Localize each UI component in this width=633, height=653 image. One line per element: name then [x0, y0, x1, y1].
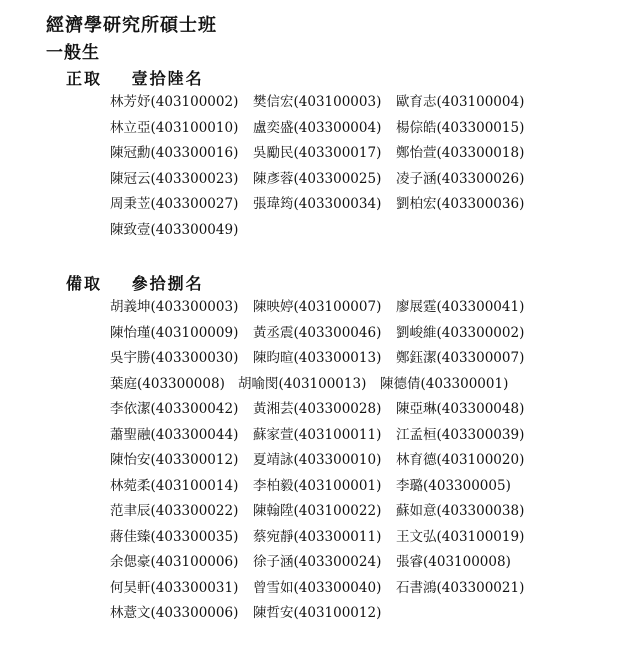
candidate-entry: 夏靖詠(403300010): [253, 452, 382, 468]
candidate-entry: 盧奕盛(403300004): [253, 119, 382, 136]
candidate-entry: 徐子涵(403300024): [253, 554, 382, 570]
candidate-entry: 李璐(403300005): [396, 477, 511, 494]
candidate-entry: 吳勵民(403300017): [253, 145, 382, 161]
section-label: 正取: [66, 69, 103, 88]
candidate-entry: 江孟桓(403300039): [396, 426, 525, 443]
candidate-entry: 石書鴻(403300021): [396, 579, 525, 596]
candidate-entry: 蕭聖融(403300044): [110, 426, 239, 443]
waitlist-list: [110, 295, 539, 627]
section-heading-waitlist: [66, 271, 204, 294]
list-row: [110, 499, 539, 525]
list-row: [110, 525, 539, 551]
candidate-entry: 胡喻閔(403100013): [238, 375, 367, 392]
candidate-entry: 林芳妤(403100002): [110, 94, 239, 110]
candidate-entry: 張瑋筠(403300034): [253, 196, 382, 212]
list-row: [110, 372, 539, 398]
candidate-entry: 陳哲安(403100012): [253, 605, 382, 621]
candidate-entry: 李柏毅(403100001): [253, 477, 382, 494]
candidate-entry: 何昊軒(403300031): [110, 579, 239, 596]
candidate-entry: 鄭鈺潔(403300007): [396, 350, 525, 366]
candidate-entry: 陳翰陞(403100022): [253, 503, 382, 519]
candidate-entry: 陳德倩(403300001): [380, 375, 509, 392]
candidate-entry: 林薏文(403300006): [110, 605, 239, 621]
section-quota: 壹拾陸名: [131, 69, 204, 88]
candidate-entry: 張睿(403100008): [396, 554, 511, 570]
list-row: [110, 601, 539, 627]
candidate-entry: 曾雪如(403300040): [253, 579, 382, 596]
list-row: [110, 474, 539, 500]
list-row: [110, 167, 539, 193]
category-heading: 一般生: [46, 43, 100, 63]
list-row: [110, 550, 539, 576]
list-row: [110, 192, 539, 218]
list-row: [110, 576, 539, 602]
candidate-entry: 陳映婷(403100007): [253, 299, 382, 315]
candidate-entry: 林育德(403100020): [396, 452, 525, 468]
list-row: [110, 90, 539, 116]
list-row: [110, 448, 539, 474]
admitted-list: [110, 90, 539, 243]
candidate-entry: 廖展霆(403300041): [396, 299, 525, 315]
candidate-entry: 陳冠云(403300023): [110, 170, 239, 187]
candidate-entry: 陳昀暄(403300013): [253, 350, 382, 366]
candidate-entry: 蘇如意(403300038): [396, 503, 525, 519]
candidate-entry: 周秉苙(403300027): [110, 196, 239, 212]
candidate-entry: 黃湘芸(403300028): [253, 401, 382, 417]
section-heading-admitted: [66, 66, 204, 89]
candidate-entry: 余偲豪(403100006): [110, 554, 239, 570]
candidate-entry: 劉柏宏(403300036): [396, 196, 525, 212]
candidate-entry: 陳致壹(403300049): [110, 221, 239, 238]
candidate-entry: 林菀柔(403100014): [110, 477, 239, 494]
candidate-entry: 胡義坤(403300003): [110, 299, 239, 315]
candidate-entry: 葉庭(403300008): [110, 375, 225, 392]
candidate-entry: 陳怡瑾(403100009): [110, 324, 239, 341]
candidate-entry: 凌子涵(403300026): [396, 170, 525, 187]
section-quota: 參拾捌名: [131, 274, 204, 293]
list-row: [110, 397, 539, 423]
list-row: [110, 423, 539, 449]
list-row: [110, 141, 539, 167]
list-row: [110, 321, 539, 347]
candidate-entry: 范聿辰(403300022): [110, 503, 239, 519]
candidate-entry: 陳冠勳(403300016): [110, 145, 239, 161]
list-row: [110, 295, 539, 321]
section-label: 備取: [66, 274, 103, 293]
candidate-entry: 陳彥蓉(403300025): [253, 170, 382, 187]
candidate-entry: 吳宇勝(403300030): [110, 350, 239, 366]
candidate-entry: 林立亞(403100010): [110, 119, 239, 136]
candidate-entry: 蔣佳臻(403300035): [110, 528, 239, 545]
candidate-entry: 陳亞琳(403300048): [396, 401, 525, 417]
list-row: [110, 116, 539, 142]
candidate-entry: 楊倧皓(403300015): [396, 119, 525, 136]
candidate-entry: 劉峻維(403300002): [396, 324, 525, 341]
candidate-entry: 陳怡安(403300012): [110, 452, 239, 468]
candidate-entry: 王文弘(403100019): [396, 528, 525, 545]
candidate-entry: 樊信宏(403100003): [253, 94, 382, 110]
candidate-entry: 鄭怡萱(403300018): [396, 145, 525, 161]
candidate-entry: 蔡宛靜(403300011): [253, 528, 382, 545]
candidate-entry: 歐育志(403100004): [396, 94, 525, 110]
candidate-entry: 蘇家萱(403100011): [253, 426, 382, 443]
candidate-entry: 黃丞震(403300046): [253, 324, 382, 341]
page-title: 經濟學研究所碩士班: [46, 15, 217, 36]
list-row: [110, 346, 539, 372]
candidate-entry: 李依潔(403300042): [110, 401, 239, 417]
list-row: [110, 218, 539, 244]
